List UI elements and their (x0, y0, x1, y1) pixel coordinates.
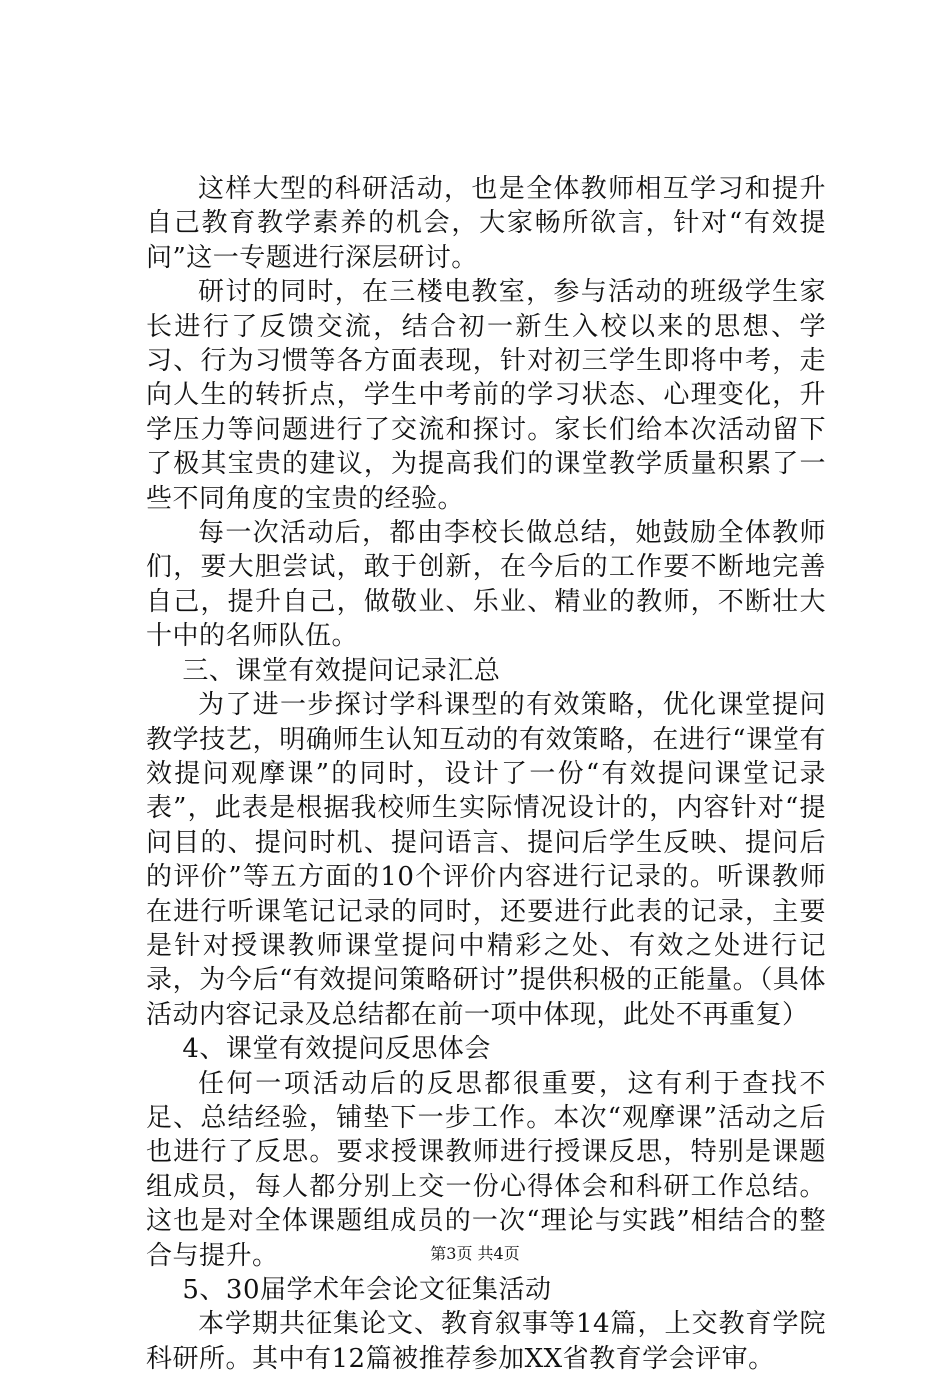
section-heading-4: 4、课堂有效提问反思体会 (182, 1034, 491, 1065)
paragraph-principal-summary: 每一次活动后，都由李校长做总结，她鼓励全体教师们，要大胆尝试，敢于创新，在今后的工作要不断地完善自己，提升自己，做敬业、乐业、精业的教师，不断壮大十中的名师队伍。 (146, 518, 826, 652)
paragraph-parent-feedback: 研讨的同时，在三楼电教室，参与活动的班级学生家长进行了反馈交流，结合初一新生入校以来的思想、学习、行为习惯等各方面表现，针对初三学生即将中考，走向人生的转折点，学生中考前的学习状态、心理变化，升学压力等问题进行了交流和探讨。家长们给本次活动留下了极其宝贵的建议，为提高我们的课堂教学质量积累了一些不同角度的宝贵的经验。 (146, 277, 826, 514)
paragraph-record-form: 为了进一步探讨学科课型的有效策略，优化课堂提问教学技艺，明确师生认知互动的有效策略，在进行“课堂有效提问观摩课”的同时，设计了一份“有效提问课堂记录表”，此表是根据我校师生实际情况设计的，内容针对“提问目的、提问时机、提问语言、提问后学生反映、提问后的评价”等五方面的10个评价内容进行记录的。听课教师在进行听课笔记记录的同时，还要进行此表的记录，主要是针对授课教师课堂提问中精彩之处、有效之处进行记录，为今后“有效提问策略研讨”提供积极的正能量。（具体活动内容记录及总结都在前一项中体现，此处不再重复） (146, 690, 826, 1030)
paragraph-research-activity: 这样大型的科研活动，也是全体教师相互学习和提升自己教育教学素养的机会，大家畅所欲言，针对“有效提问”这一专题进行深层研讨。 (146, 174, 826, 273)
document-body (146, 172, 826, 1376)
paragraph-reflection: 任何一项活动后的反思都很重要，这有利于查找不足、总结经验，铺垫下一步工作。本次“观摩课”活动之后也进行了反思。要求授课教师进行授课反思，特别是课题组成员，每人都分别上交一份心得体会和科研工作总结。这也是对全体课题组成员的一次“理论与实践”相结合的整合与提升。 (146, 1068, 826, 1271)
page-number-footer: 第3页 共4页 (430, 1244, 520, 1263)
paragraph-paper-collection: 本学期共征集论文、教育叙事等14篇，上交教育学院科研所。其中有12篇被推荐参加XX省教育学会评审。 (146, 1309, 826, 1374)
section-heading-3: 三、课堂有效提问记录汇总 (182, 655, 501, 686)
section-heading-5: 5、30届学术年会论文征集活动 (182, 1275, 552, 1305)
